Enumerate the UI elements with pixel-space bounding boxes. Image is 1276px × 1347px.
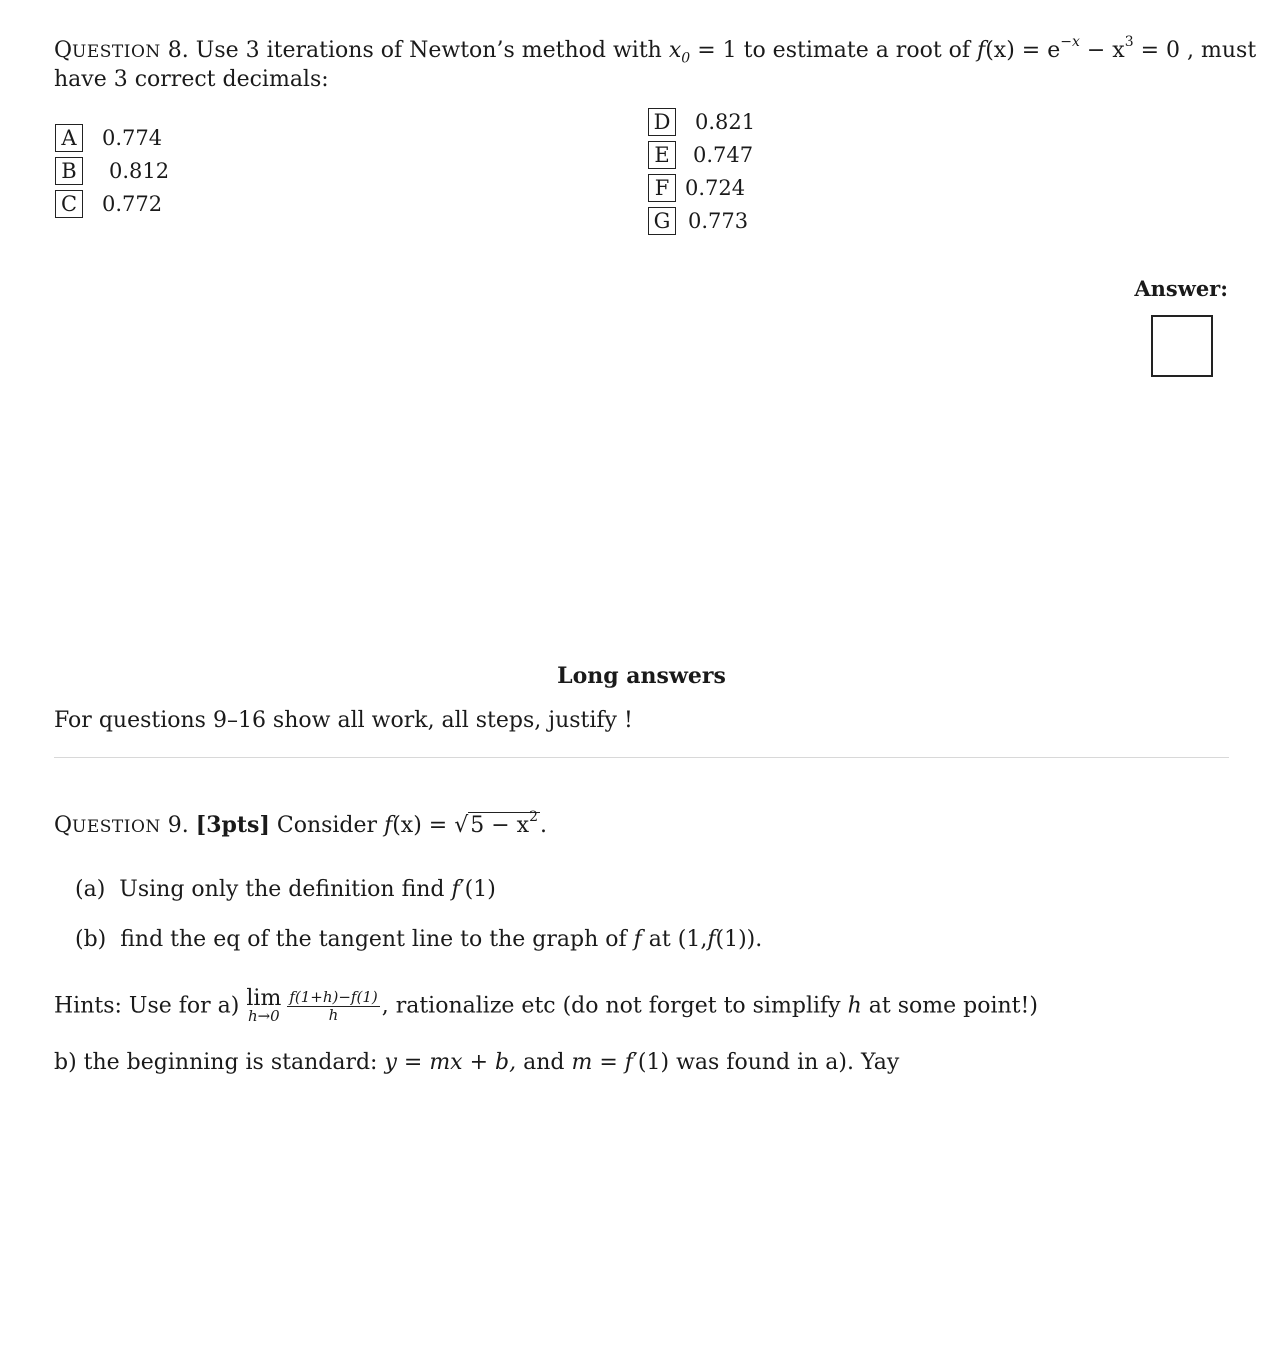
q8-line2: have 3 correct decimals: [54, 67, 329, 92]
q9-label: QUESTION [54, 813, 161, 838]
q8-number: 8. [167, 38, 189, 63]
q9-consider: Consider [276, 813, 378, 838]
q9-part-a-text: Using only the definition find [119, 877, 445, 902]
q8-line1 [54, 33, 1257, 67]
q9-part-b-text: find the eq of the tangent line to the graph of [120, 927, 627, 952]
option-c-letter[interactable]: C [55, 190, 83, 218]
long-answers-instructions: For questions 9–16 show all work, all steps, justify ! [54, 708, 633, 733]
answer-label: Answer: [1134, 276, 1228, 301]
option-g-value: 0.773 [688, 209, 749, 233]
answer-box[interactable] [1151, 315, 1213, 377]
option-e-letter[interactable]: E [648, 141, 676, 169]
option-f-value: 0.724 [685, 176, 746, 200]
q8-text-a: Use 3 iterations of Newton’s method with [195, 38, 662, 63]
q8-exp: −x [1060, 33, 1080, 50]
q8-eq-zero: = 0 , must [1140, 38, 1257, 63]
q9-part-a: (a) Using only the definition find f′(1) [75, 877, 496, 902]
q9-sqrt: $√5 - x^2$ [454, 808, 538, 838]
limit-expression: lim h→0 [246, 986, 282, 1025]
q8-label: QUESTION [54, 38, 161, 63]
option-e-value: 0.747 [693, 143, 754, 167]
q9-fx-eq: (x) = [392, 813, 448, 838]
q8-cube: 3 [1124, 33, 1134, 50]
difference-quotient: $\frac{f(1+h)-f(1)}{h}$ [289, 988, 378, 1024]
q9-f: f [384, 813, 393, 838]
q9-line: QUESTION 9. [3pts] Consider $f(x) = √5 - x^2$. [54, 808, 547, 838]
q8-x0: $x_0$ [668, 38, 691, 67]
q9-part-b: (b) find the eq of the tangent line to the graph of f at (1,f(1)). [75, 927, 763, 952]
divider [54, 757, 1229, 758]
q9-hint-b: b) the beginning is standard: y = mx + b, and m = f′(1) was found in a). Yay [54, 1050, 900, 1075]
long-answers-heading: Long answers [557, 663, 726, 689]
q8-fx-arg: (x) = e [985, 38, 1061, 63]
q9-hint-a: Hints: Use for a) lim h→0 $\frac{f(1+h)-f(1)}{h}$ , rationalize etc (do not forget to simplify h at some point!) [54, 986, 1038, 1025]
option-b-value: 0.812 [109, 159, 170, 183]
option-g-letter[interactable]: G [648, 207, 676, 235]
option-a-value: 0.774 [102, 126, 163, 150]
option-a-letter[interactable]: A [55, 124, 83, 152]
option-d-value: 0.821 [695, 110, 756, 134]
q9-part-a-label: (a) [75, 877, 106, 902]
q8-minus-x: − x [1086, 38, 1125, 63]
q9-part-b-label: (b) [75, 927, 107, 952]
option-f-letter[interactable]: F [648, 174, 676, 202]
q8-text-b: = 1 to estimate a root of [697, 38, 971, 63]
option-b-letter[interactable]: B [55, 157, 83, 185]
q9-number: 9. [167, 813, 189, 838]
option-d-letter[interactable]: D [648, 108, 676, 136]
option-c-value: 0.772 [102, 192, 163, 216]
q9-points: [3pts] [195, 812, 270, 838]
q8-fx: f [977, 38, 986, 63]
